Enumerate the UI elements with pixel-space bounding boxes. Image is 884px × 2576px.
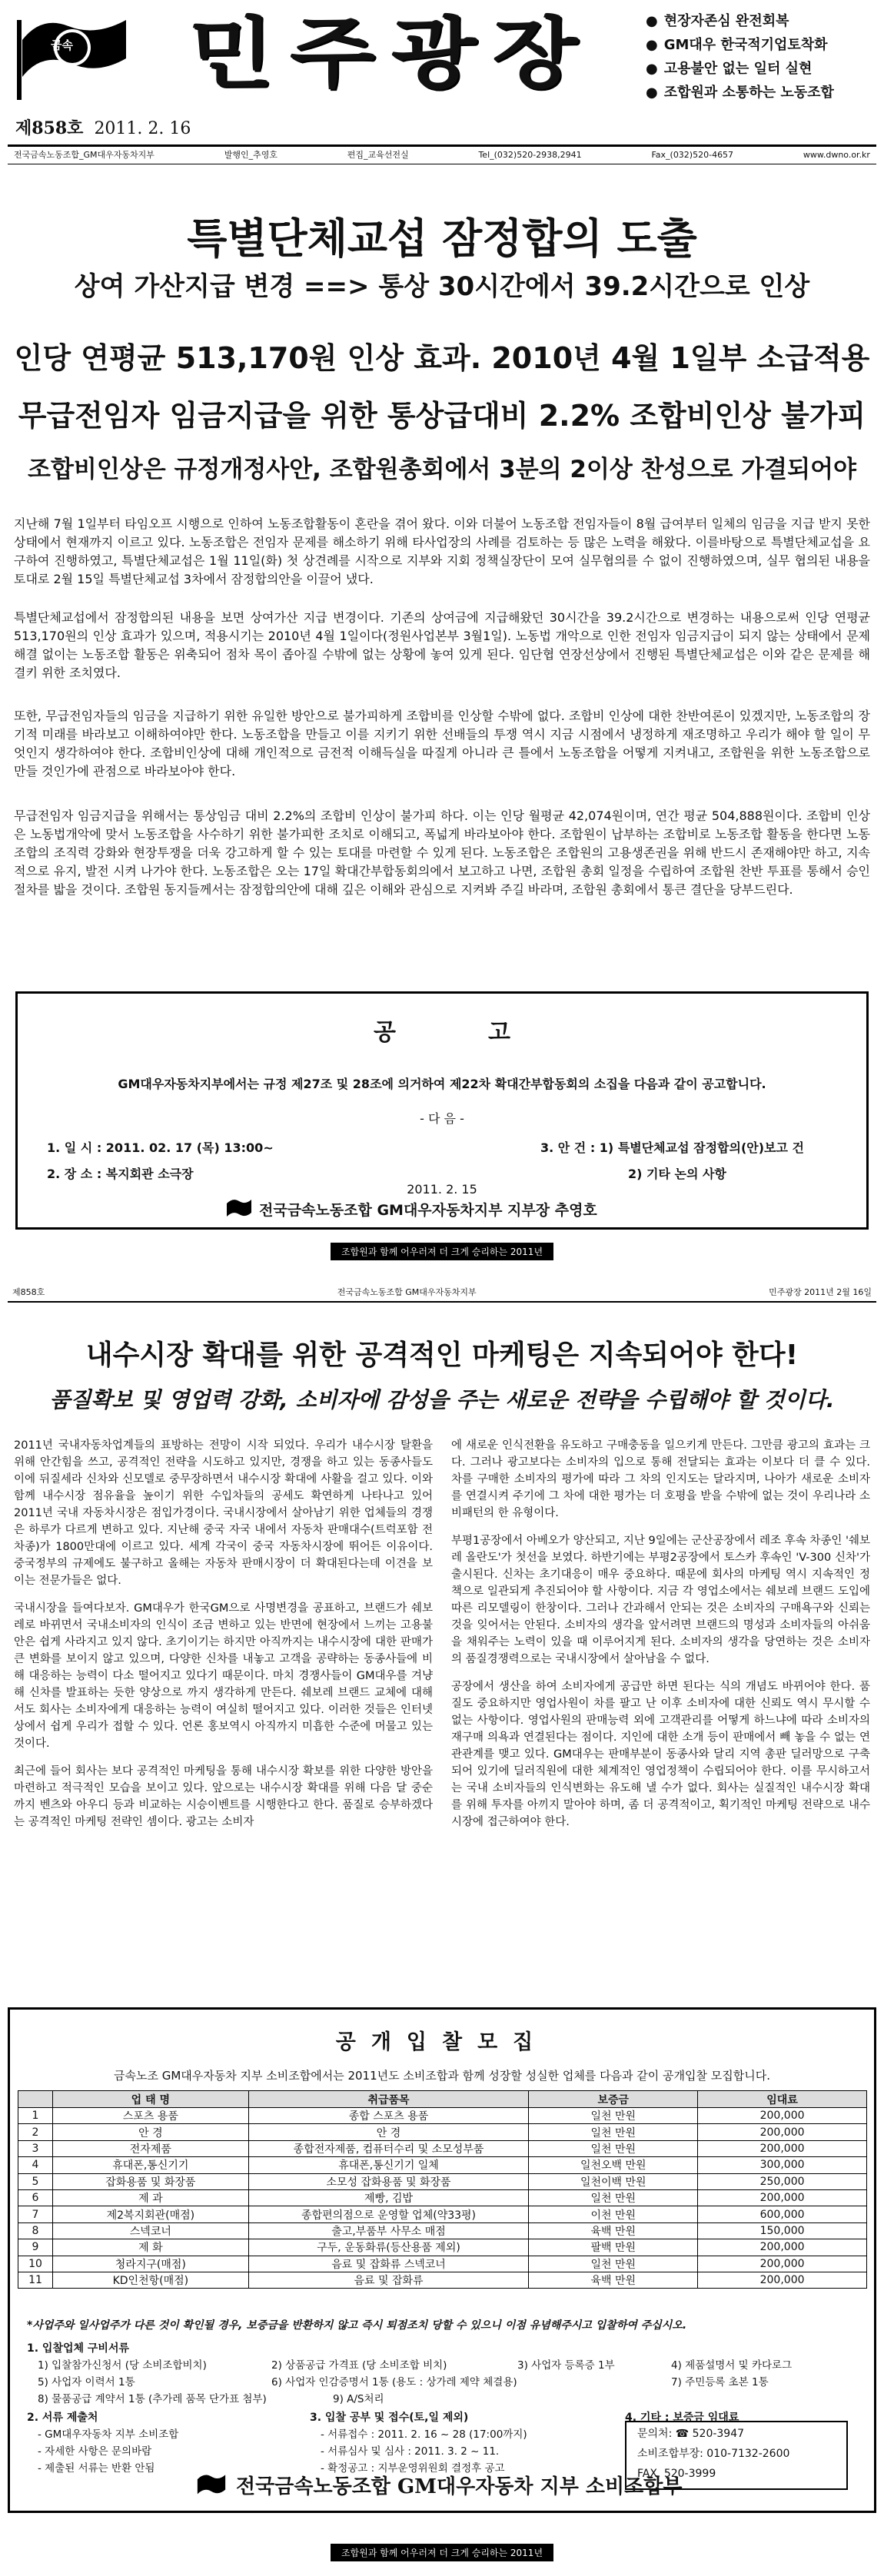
table-cell: 250,000 xyxy=(698,2173,867,2189)
table-cell: 8 xyxy=(18,2222,53,2239)
table-cell: 청라지구(매점) xyxy=(52,2256,248,2272)
notice-agenda-1: 3. 안 건 : 1) 특별단체교섭 잠정합의(안)보고 건 xyxy=(540,1140,804,1155)
article-column-right xyxy=(451,1437,870,1831)
issue-date: 2011. 2. 16 xyxy=(94,119,191,138)
table-cell: 출고,부품부 사무소 매점 xyxy=(248,2222,529,2239)
table-cell: 육백 만원 xyxy=(529,2272,698,2288)
table-cell: 300,000 xyxy=(698,2157,867,2173)
column-paragraph: 부평1공장에서 아베오가 양산되고, 지난 9일에는 군산공장에서 레조 후속 차종인 '쉐보레 올란도'가 첫선을 보였다. 하반기에는 부평2공장에서 토스카 후속인 'V-300 신차'가 출시된다. 신차는 초기대응이 매우 중요하다. 때문에 회사의 마케팅 역시 지속적인 정책으로 일관되게 추진되어야 할 사항이다. 지금 각 영업소에서는 쉐보레 브랜드 도입에 따른 리모델링이 한창이다. 그러나 간과해서 안되는 것은 소비자의 구매욕구와 신뢰는 것을 잊어서는 안된다. 소비자의 생각을 앞서려면 브랜드의 명성과 소비자들의 아쉬움을 채워주는 노력이 있을 때 이루어지게 된다. 소비자의 생각을 당연하는 것은 소비자의 품질경쟁력으로는 국내시장에서 살아남을 수 없다. xyxy=(451,1535,870,1665)
table-cell: 휴대폰,통신기기 일체 xyxy=(248,2157,529,2173)
bid-signature xyxy=(194,2471,682,2499)
notice-signature xyxy=(225,1197,597,1220)
main-headline: 특별단체교섭 잠정합의 도출 xyxy=(187,214,697,263)
table-cell: 일천 만원 xyxy=(529,2256,698,2272)
table-cell: 제빵, 김밥 xyxy=(248,2189,529,2206)
union-logo-icon xyxy=(194,2472,228,2498)
table-cell: 스포츠 용품 xyxy=(52,2108,248,2124)
bid-warning-note: *사업주와 일사업주가 다른 것이 확인될 경우, 보증금을 반환하지 않고 즉시 퇴점조치 당할 수 있으니 이점 유념해주시고 입찰하여 주십시오. xyxy=(27,2319,687,2332)
bid-schedule: 3. 입찰 공부 및 접수(토,일 제외) xyxy=(310,2412,469,2424)
table-cell: 3 xyxy=(18,2140,53,2156)
page2-issue: 제858호 xyxy=(12,1287,45,1297)
page2-headline: 내수시장 확대를 위한 공격적인 마케팅은 지속되어야 한다! xyxy=(85,1339,799,1371)
bid-signature-text: 전국금속노동조합 GM대우자동차 지부 소비조합부 xyxy=(236,2475,683,2498)
motto-item: ● 조합원과 소통하는 노동조합 xyxy=(646,81,876,105)
bid-table-header: 업 태 명 취급품목 보증금 임대료 xyxy=(18,2091,867,2108)
article-paragraph: 또한, 무급전임자들의 임금을 지급하기 위한 유일한 방안으로 불가피하게 조합비를 인상할 수밖에 없다. 조합비 인상에 대한 찬반여론이 있겠지만, 노동조합의 장기적 미래를 바라보고 이해하여야만 한다. 노동조합을 만들고 이를 지키기 위한 선배들의 투쟁 역시 지금 시점에서 냉정하게 재조명하고 우리가 해야 할 일이 무엇인지 생각하여야 한다. 조합비인상에 대해 개인적으로 금전적 이해득실을 따질게 아니라 큰 틀에서 노동조합을 어떻게 지켜내고, 조합원을 위한 노동조합으로 만들 것인가에 관점으로 바라보아야 한다. xyxy=(14,709,870,778)
table-row xyxy=(18,2272,867,2288)
table-cell: 일천 만원 xyxy=(529,2108,698,2124)
publisher-name: 전국금속노동조합_GM대우자동차지부 xyxy=(14,150,155,160)
table-cell: 소모성 잡화용품 및 화장품 xyxy=(248,2173,529,2189)
table-cell: 잡화용품 및 화장품 xyxy=(52,2173,248,2189)
notice-issue-date: 2011. 2. 15 xyxy=(407,1182,477,1197)
table-cell: 스넥코너 xyxy=(52,2222,248,2239)
notice-place: 2. 장 소 : 복지회관 소극장 xyxy=(47,1167,194,1181)
table-cell: 200,000 xyxy=(698,2124,867,2140)
table-cell: 휴대폰,통신기기 xyxy=(52,2157,248,2173)
table-row xyxy=(18,2189,867,2206)
doc-item: 8) 물품공급 계약서 1통 (추가레 품목 단가표 첨부) xyxy=(38,2393,267,2405)
page2-date: 민주광장 2011년 2월 16일 xyxy=(769,1287,872,1297)
subheadline-2: 인당 연평균 513,170원 인상 효과. 2010년 4월 1일부 소급적용 xyxy=(14,341,870,375)
notice-signature-text: 전국금속노동조합 GM대우자동차지부 지부장 추영호 xyxy=(259,1201,597,1219)
motto-item: ● 현장자존심 완전회복 xyxy=(646,9,876,33)
schedule-item: - 서류심사 및 심사 : 2011. 3. 2 ~ 11. xyxy=(321,2445,500,2458)
table-cell: 200,000 xyxy=(698,2108,867,2124)
article-column-left xyxy=(14,1437,433,1831)
subheadline-3: 무급전임자 임금지급을 위한 통상급대비 2.2% 조합비인상 불가피 xyxy=(18,399,866,433)
website: www.dwno.or.kr xyxy=(803,150,870,160)
table-row xyxy=(18,2157,867,2173)
table-row xyxy=(18,2124,867,2140)
publisher-info-bar xyxy=(8,144,876,164)
fax: Fax_(032)520-4657 xyxy=(651,150,734,160)
column-paragraph: 최근에 들어 회사는 보다 공격적인 마케팅을 통해 내수시장 확보를 위한 다양한 방안을 마련하고 적극적인 모습을 보이고 있다. 앞으로는 내수시장 확대를 위해 다음 달 중순까지 벤츠와 아우디 등과 비교하는 시승이벤트를 시행한다고 한다. 품질로 승부하겠다는 공격적인 마케팅 전략인 셈이다. 광고는 소비자 xyxy=(14,1765,433,1828)
table-row xyxy=(18,2222,867,2239)
table-cell: 600,000 xyxy=(698,2206,867,2222)
contact-phone: 문의처: ☎ 520-3947 xyxy=(637,2428,745,2440)
subheadline-1: 상여 가산지급 변경 ==> 통상 30시간에서 39.2시간으로 인상 xyxy=(74,271,810,302)
schedule-item: - 확정공고 : 지부운영위원회 결정후 공고 xyxy=(321,2462,505,2475)
table-cell: 200,000 xyxy=(698,2256,867,2272)
editor: 편집_교육선전실 xyxy=(347,150,409,160)
schedule-item: - 서류접수 : 2011. 2. 16 ~ 28 (17:00까지) xyxy=(321,2428,527,2441)
table-cell: 2 xyxy=(18,2124,53,2140)
table-cell: 7 xyxy=(18,2206,53,2222)
table-cell: 이천 만원 xyxy=(529,2206,698,2222)
slogan-banner: 조합원과 함께 어우러져 더 크게 승리하는 2011년 xyxy=(0,1243,884,1260)
contact-manager: 소비조합부장: 010-7132-2600 xyxy=(637,2448,790,2460)
column-paragraph: 2011년 국내자동차업계들의 표방하는 전망이 시작 되었다. 우리가 내수시장 탈환을 위해 안간힘을 쓰고, 공격적인 전략을 시도하고 있지만, 경쟁을 하고 있는 동종사들도 이에 뒤질세라 신차와 신모델로 중무장하면서 내수시장 확대에 사활을 걸고 있다. 이와 함께 내수시장 점유율을 높이기 위한 수입차들의 공세도 확연하게 나타나고 있어 2011년 국내 자동차시장은 점입가경이다. 국내시장에서 살아남기 위한 업체들의 경쟁은 하루가 다르게 변하고 있다. 지난해 중국 자국 내에서 자동차 판매대수(트럭포함 전차종)가 1800만대에 이르고 있다. 세계 각국이 중국 자동차시장에 뛰어든 이유이다. 중국정부의 규제에도 불구하고 올해는 자동차 판매시장이 더 확대된다는데 이견을 보이는 전문가들은 없다. xyxy=(14,1439,433,1587)
notice-title: 공고 xyxy=(374,1019,603,1046)
column-paragraph: 에 새로운 인식전환을 유도하고 구매충동을 일으키게 만든다. 그만큼 광고의 효과는 크다. 그러나 광고보다는 소비자의 입으로 통해 전달되는 효과는 이보다 더 클 수 있다. 차를 구매한 소비자의 평가에 따라 그 차의 인지도는 달라지며, 나아가 새로운 소비자를 연결시켜 주기에 그 차에 대한 평가는 더 호평을 받을 수밖에 없는 것이 우리나라 소비패턴의 한 유형이다. xyxy=(451,1439,870,1519)
article-paragraph: 특별단체교섭에서 잠정합의된 내용을 보면 상여가산 지급 변경이다. 기존의 상여금에 지급해왔던 30시간을 39.2시간으로 변경하는 내용으로써 인당 연평균 513,170원의 인상 효과가 있으며, 적용시기는 2010년 4월 1일이다(정원사업본부 3월1일). 노동법 개악으로 인한 전임자 임금지급이 되지 않는 상태에서 문제 해결 없이는 노동조합 활동은 위축되어 점차 목이 좁아질 수밖에 없는 상황에 놓여 있게 된다. 임단협 연장선상에서 진행된 특별단체교섭은 이와 같은 문제를 해결키 위한 조치였다. xyxy=(14,610,870,680)
logo-text: 금속 xyxy=(51,38,73,52)
table-cell: 전자제품 xyxy=(52,2140,248,2156)
table-cell: 6 xyxy=(18,2189,53,2206)
telephone: Tel_(032)520-2938,2941 xyxy=(478,150,582,160)
doc-item: 4) 제품설명서 및 카다로그 xyxy=(671,2359,793,2372)
table-cell: 9 xyxy=(18,2239,53,2256)
table-cell: 구두, 운동화류(등산용품 제외) xyxy=(248,2239,529,2256)
table-cell: 종합전자제품, 컴퓨터수리 및 소모성부품 xyxy=(248,2140,529,2156)
table-cell: 일천오백 만원 xyxy=(529,2157,698,2173)
doc-item: 9) A/S처리 xyxy=(333,2393,384,2405)
motto-list xyxy=(646,9,876,105)
table-cell: 종합 스포츠 용품 xyxy=(248,2108,529,2124)
table-cell: 5 xyxy=(18,2173,53,2189)
table-cell: 일천 만원 xyxy=(529,2140,698,2156)
table-cell: 일천이백 만원 xyxy=(529,2173,698,2189)
table-cell: 11 xyxy=(18,2272,53,2288)
table-cell: 팔백 만원 xyxy=(529,2239,698,2256)
union-flag-logo xyxy=(11,9,141,100)
contact-fax: FAX. 520-3999 xyxy=(637,2468,716,2480)
article-paragraph: 무급전임자 임금지급을 위해서는 통상임금 대비 2.2%의 조합비 인상이 불가피 하다. 이는 인당 월평균 42,074원이며, 연간 평균 504,888원이다. 조합비 인상은 노동법개악에 맞서 노동조합을 사수하기 위한 불가피한 조치로 이해되고, 폭넓게 바라보아야 한다. 조합원이 납부하는 조합비로 노동조합 활동을 한다면 노동조합의 조직력 강화와 현장투쟁을 더욱 강고하게 할 수 있는 토대를 마련할 수 있게 된다. 노동조합은 조합원의 고용생존권을 위해 반드시 존재해야만 하고, 지속적으로 유지, 발전 시켜 나가야 한다. 노동조합은 오는 17일 확대간부합동회의에서 보고하고 나면, 조합원 총회 일정을 수립하여 조합원 찬반 투표를 통해서 승인 절차를 밟을 것이다. 조합원 동지들께서는 잠정합의안에 대해 깊은 이해와 관심으로 지켜봐 주길 바라며, 조합원 총회에서 통큰 결단을 당부드린다. xyxy=(14,808,870,897)
slogan-banner-bottom: 조합원과 함께 어우러져 더 크게 승리하는 2011년 xyxy=(0,2544,884,2561)
table-cell: 10 xyxy=(18,2256,53,2272)
motto-item: ● 고용불안 없는 일터 실현 xyxy=(646,57,876,81)
doc-item: 5) 사업자 이력서 1통 xyxy=(38,2376,135,2388)
notice-agenda-2: 2) 기타 논의 사항 xyxy=(628,1167,726,1181)
table-row xyxy=(18,2108,867,2124)
doc-item: 6) 사업자 인감증명서 1통 (용도 : 상가레 제약 체결용) xyxy=(271,2376,517,2388)
table-cell: 200,000 xyxy=(698,2239,867,2256)
bid-intro: 금속노조 GM대우자동차 지부 소비조합에서는 2011년도 소비조합과 함께 성장할 성실한 업체를 다음과 같이 공개입찰 모집합니다. xyxy=(114,2069,770,2083)
table-cell: 150,000 xyxy=(698,2222,867,2239)
table-cell: 제2복지회관(매점) xyxy=(52,2206,248,2222)
submission-item: - GM대우자동차 지부 소비조합 xyxy=(38,2428,179,2441)
subheadline-4: 조합비인상은 규정개정사안, 조합원총회에서 3분의 2이상 찬성으로 가결되어야 xyxy=(28,456,856,483)
bid-title: 공개입찰모집 xyxy=(335,2030,549,2054)
submission-place: 2. 서류 제출처 xyxy=(27,2412,98,2424)
table-cell: 200,000 xyxy=(698,2272,867,2288)
submission-item: - 자세한 사항은 문의바람 xyxy=(38,2445,152,2458)
article-paragraph: 지난해 7월 1일부터 타임오프 시행으로 인하여 노동조합활동이 혼란을 겪어 왔다. 이와 더불어 노동조합 전임자들이 8월 급여부터 일체의 임금을 지급 받지 못한 상태에서 현재까지 이르고 있다. 노동조합은 전임자 문제를 해소하기 위해 타사업장의 사례를 검토하는 등 많은 노력을 해왔다. 이를바탕으로 특별단체교섭을 요구하여 진행하였고, 특별단체교섭은 1월 11일(화) 첫 상견례를 시작으로 지부와 지회 정책실장단이 모여 실무협의를 수 없이 진행하였으며, 실무 협의된 내용을 토대로 2월 15일 특별단체교섭 3차에서 잠정합의안을 이끌어 냈다. xyxy=(14,516,870,586)
table-cell: KD인천항(매점) xyxy=(52,2272,248,2288)
column-paragraph: 국내시장을 들여다보자. GM대우가 한국GM으로 사명변경을 공표하고, 브랜드가 쉐보레로 바뀌면서 국내소비자의 인식이 조금 변하고 있는 반면에 현장에서 느끼는 고용불안은 쉽게 사라지고 있지 않다. 초기이기는 하지만 아직까지는 내수시장에 대한 판매가 큰 변화를 보이지 않고 있으며, 다양한 신차를 내놓고 고객을 공략하는 동종사들에 비해 대응하는 능력이 다소 떨어지고 있다기 때문이다. 마치 경쟁사들이 GM대우를 겨냥해 신차를 발표하는 듯한 양상으로 까지 생각하게 만든다. 쉐보레 브랜드 교체에 대해서도 회사는 소비자에게 대응하는 능력이 여실히 떨어지고 있다. 이러한 것들은 인터넷 상에서 쉽게 우리가 접할 수 있다. 언론 홍보역시 아직까지 미흡한 수준에 머물고 있는 것이다. xyxy=(14,1602,433,1750)
other-info: 4. 기타 : 보증금 임대료 xyxy=(625,2412,739,2424)
table-cell: 안 경 xyxy=(52,2124,248,2140)
table-cell: 안 경 xyxy=(248,2124,529,2140)
table-cell: 일천 만원 xyxy=(529,2189,698,2206)
table-row xyxy=(18,2140,867,2156)
submission-item: - 제출된 서류는 반환 안됨 xyxy=(38,2462,155,2475)
doc-item: 7) 주민등록 초본 1통 xyxy=(671,2376,769,2388)
page2-publisher: 전국금속노동조합 GM대우자동차지부 xyxy=(337,1287,477,1297)
page2-header xyxy=(8,1286,876,1303)
bid-table xyxy=(18,2090,867,2289)
table-cell: 육백 만원 xyxy=(529,2222,698,2239)
issue-number: 제858호 2011. 2. 16 xyxy=(15,118,191,138)
table-cell: 제 과 xyxy=(52,2189,248,2206)
table-cell: 일천 만원 xyxy=(529,2124,698,2140)
required-documents: 1. 입찰업체 구비서류 xyxy=(27,2342,129,2355)
table-cell: 종합편의점으로 운영할 업체(약33평) xyxy=(248,2206,529,2222)
notice-subheading: - 다 음 - xyxy=(420,1111,464,1126)
table-cell: 제 화 xyxy=(52,2239,248,2256)
table-row xyxy=(18,2256,867,2272)
column-paragraph: 공장에서 생산을 하여 소비자에게 공급만 하면 된다는 식의 개념도 바뀌어야 한다. 품질도 중요하지만 영업사원이 차를 팔고 난 이후 소비자에 대한 신뢰도 역시 무시할 수 없는 사항이다. 영업사원의 판매능력 외에 고객관리를 어떻게 하느냐에 따라 소비자의 재구매 의욕과 연결된다는 점이다. 지인에 대한 소개 등이 판매에서 빼 놓을 수 없는 연관관계를 맺고 있다. GM대우는 판매부분이 동종사와 달리 지역 총판 딜러망으로 구축되어 있기에 딜러직원에 대한 체계적인 영업정책이 수립되어야 한다. 이를 무시하고서는 국내 소비자들의 인식변화는 유도해 낼 수가 없다. 회사는 실질적인 내수시장 확대를 위해 투자를 아끼지 말아야 하며, 좀 더 공격적이고, 획기적인 마케팅 전략으로 내수시장에 접근하여야 한다. xyxy=(451,1681,870,1828)
masthead xyxy=(0,0,884,165)
table-cell: 음료 및 잡화류 스넥코너 xyxy=(248,2256,529,2272)
open-bid-notice xyxy=(8,2007,876,2513)
table-row xyxy=(18,2239,867,2256)
notice-date: 1. 일 시 : 2011. 02. 17 (목) 13:00~ xyxy=(47,1140,274,1155)
table-row xyxy=(18,2206,867,2222)
newspaper-title: 민주광장 xyxy=(188,8,594,98)
doc-item: 1) 입찰참가신청서 (당 소비조합비치) xyxy=(38,2359,207,2372)
page2-subheadline: 품질확보 및 영업력 강화, 소비자에 감성을 주는 새로운 전략을 수립해야 할 것이다. xyxy=(49,1387,835,1412)
meeting-notice-box xyxy=(15,991,869,1230)
motto-item: ● GM대우 한국적기업토착화 xyxy=(646,33,876,57)
union-logo-icon xyxy=(225,1197,253,1220)
doc-item: 3) 사업자 등록증 1부 xyxy=(517,2359,615,2372)
table-cell: 200,000 xyxy=(698,2189,867,2206)
table-cell: 200,000 xyxy=(698,2140,867,2156)
table-cell: 음료 및 잡화류 xyxy=(248,2272,529,2288)
publisher: 발행인_추영호 xyxy=(224,150,277,160)
notice-intro: GM대우자동차지부에서는 규정 제27조 및 28조에 의거하여 제22차 확대간부합동회의 소집을 다음과 같이 공고합니다. xyxy=(118,1077,766,1091)
table-cell: 1 xyxy=(18,2108,53,2124)
doc-item: 2) 상품공급 가격표 (당 소비조합 비치) xyxy=(271,2359,447,2372)
table-row xyxy=(18,2173,867,2189)
table-cell: 4 xyxy=(18,2157,53,2173)
